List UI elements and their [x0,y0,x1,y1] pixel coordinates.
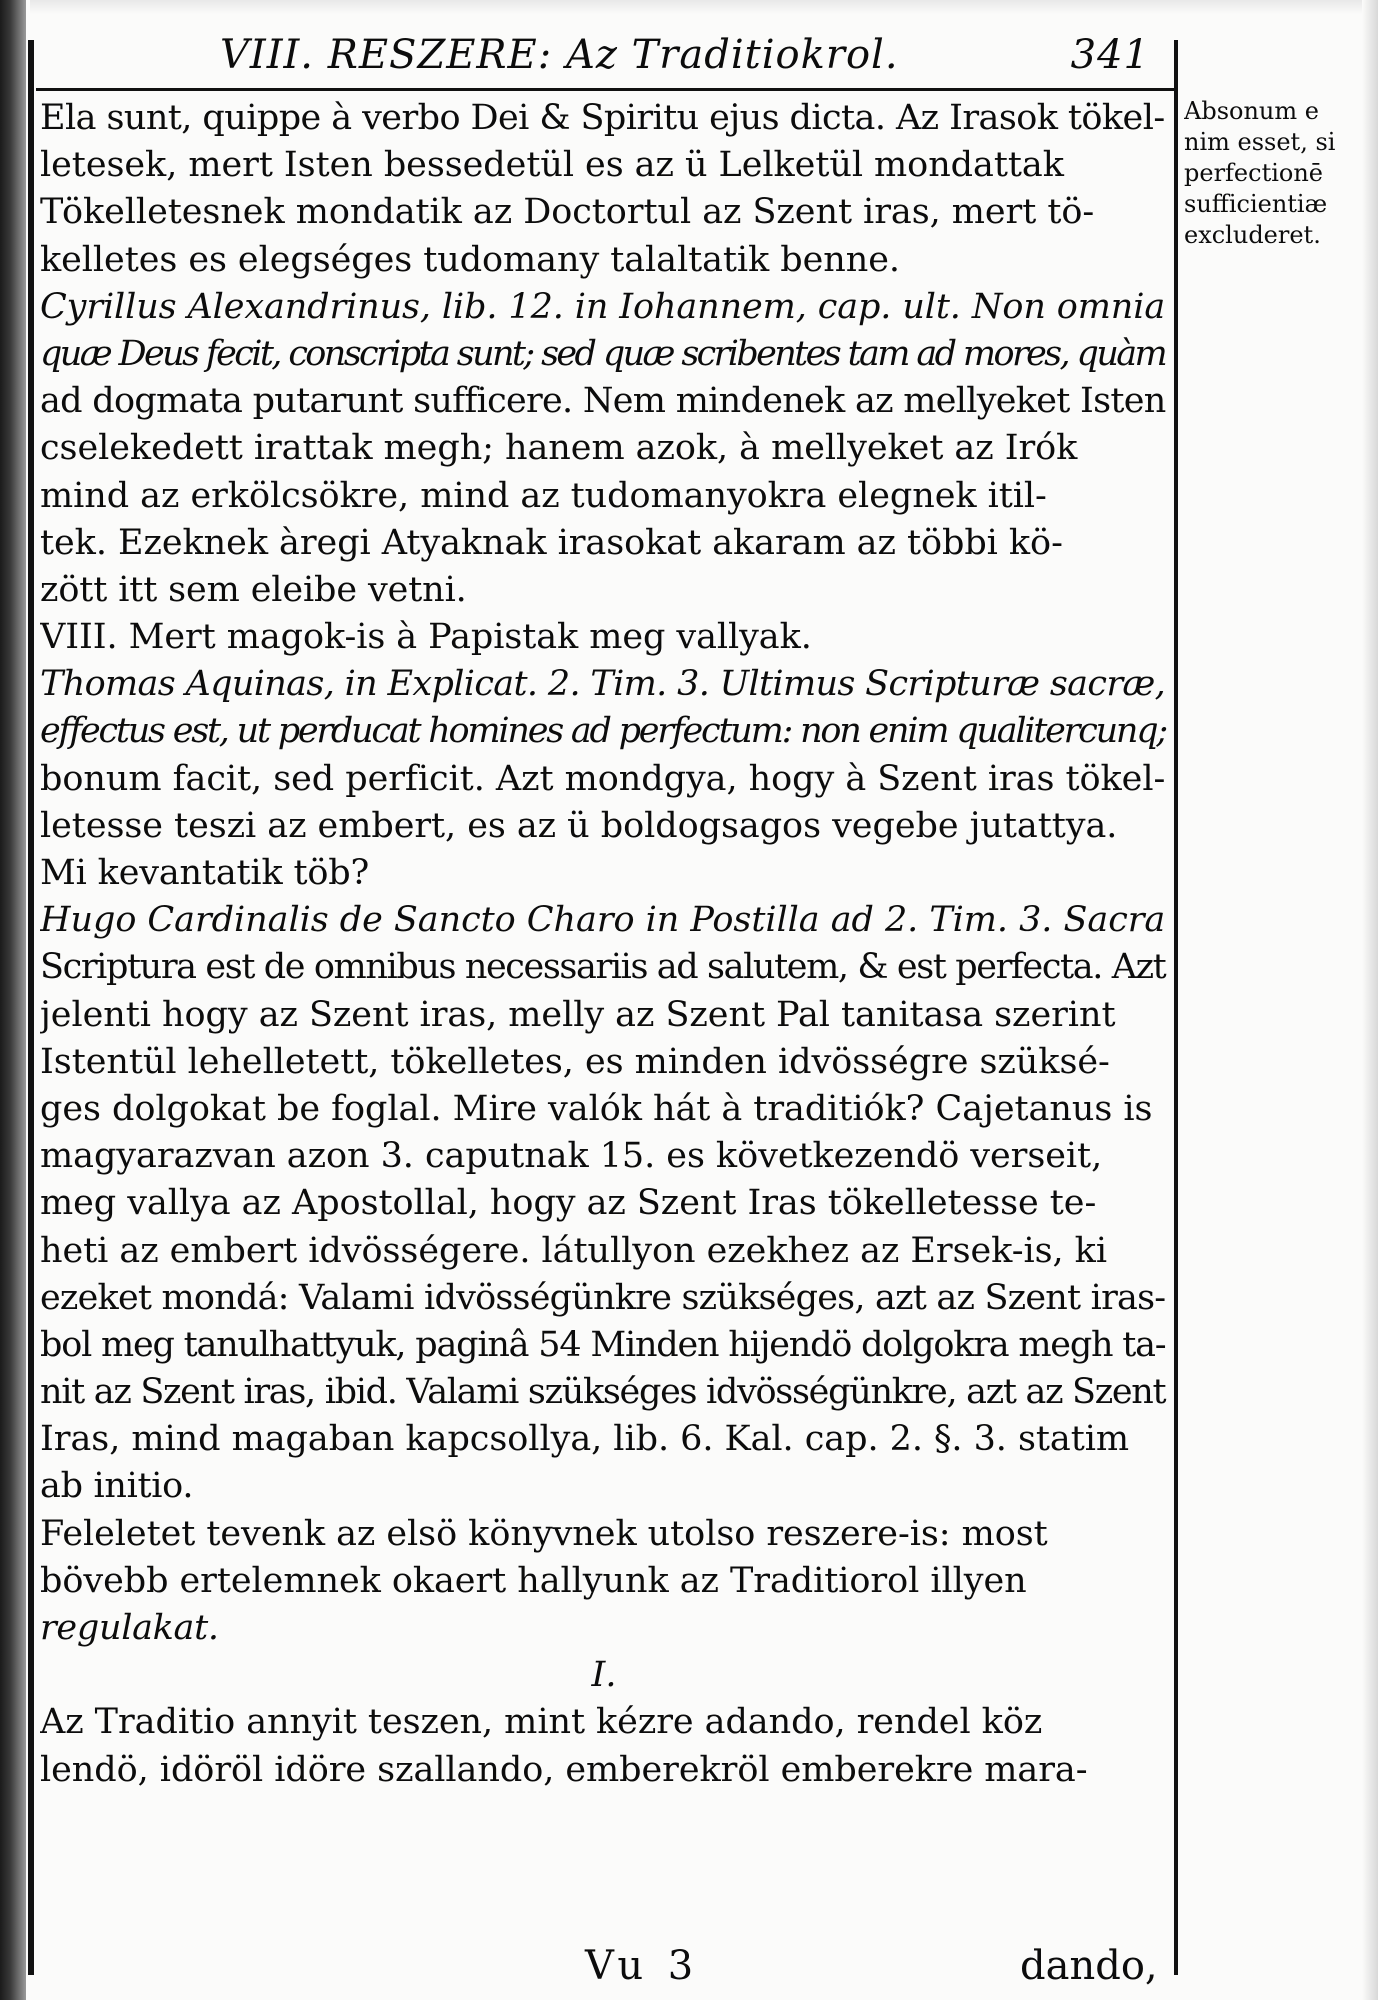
text-line: ezeket mondá: Valami idvösségünkre szükséges, azt az Szent iras- [40,1277,1166,1318]
margin-note [1184,96,1360,251]
text-line: ad dogmata putarunt sufficere. Nem mindenek az mellyeket Isten [40,381,1166,422]
page-top-edge [30,0,1378,14]
text-line: regulakat. [40,1608,219,1648]
text-line: Hugo Cardinalis de Sancto Charo in Postilla ad 2. Tim. 3. Sacra [40,900,1166,941]
text-line: Feleletet tevenk az elsö könyvnek utolso reszere-is: most [40,1513,1048,1554]
text-line: quæ Deus fecit, conscripta sunt; sed quæ scribentes tam ad mores, quàm [40,333,1166,374]
text-line: cselekedett irattak megh; hanem azok, à mellyeket az Irók [40,428,1078,469]
body-text [40,95,1168,1794]
margin-note-line: Absonum e [1184,97,1319,125]
text-line: mind az erkölcsökre, mind az tudomanyokra elegnek itil- [40,475,1047,516]
running-head [60,22,1170,88]
text-line: Thomas Aquinas, in Explicat. 2. Tim. 3. Ultimus Scripturæ sacræ, [40,664,1166,705]
text-line: effectus est, ut perducat homines ad perfectum: non enim qualitercunq; [40,711,1167,752]
margin-note-line: nim esset, si [1184,128,1336,156]
text-line: ges dolgokat be foglal. Mire valók hát à traditiók? Cajetanus is [40,1088,1153,1129]
page-number: 341 [1070,32,1150,78]
text-line: Ela sunt, quippe à verbo Dei & Spiritu ejus dicta. Az Irasok tökel- [40,98,1165,138]
text-line: letesek, mert Isten bessedetül es az ü Lelketül mondattak [40,145,1064,186]
text-line: Cyrillus Alexandrinus, lib. 12. in Iohannem, cap. ult. Non omnia [40,286,1166,327]
margin-note-line: excluderet. [1184,221,1321,249]
text-line: zött itt sem eleibe vetni. [40,569,467,610]
text-line: kelletes es elegséges tudomany talaltatik benne. [40,239,900,280]
text-line: Tökelletesnek mondatik az Doctortul az Szent iras, mert tö- [40,192,1095,233]
text-line: VIII. Mert magok-is à Papistak meg vallyak. [40,617,812,658]
signature-mark: Vu 3 [585,1943,700,1989]
left-frame-rule [28,40,34,1975]
text-line: bol meg tanulhattyuk, paginâ 54 Minden hijendö dolgokra megh ta- [40,1324,1166,1365]
text-line: ab initio. [40,1466,194,1507]
text-line: letesse teszi az embert, es az ü boldogsagos vegebe jutattya. [40,805,1118,846]
text-line: Scriptura est de omnibus necessariis ad salutem, & est perfecta. Azt [40,947,1166,988]
binding-shadow [0,0,26,2000]
catchword: dando, [1020,1943,1158,1989]
text-line: magyarazvan azon 3. caputnak 15. es következendö verseit, [40,1136,1103,1177]
text-line: heti az embert idvösségere. látullyon ezekhez az Ersek-is, ki [40,1230,1107,1271]
text-line: Istentül lehelletett, tökelletes, es minden idvösségre szüksé- [40,1041,1110,1082]
text-line: Iras, mind magaban kapcsollya, lib. 6. Kal. cap. 2. §. 3. statim [40,1419,1130,1460]
text-line: I. [591,1655,617,1696]
text-line: Az Traditio annyit teszen, mint kézre adando, rendel köz [40,1702,1043,1743]
margin-note-line: perfectionē [1184,159,1323,187]
running-head-rule [36,88,1178,91]
page-right-edge [1362,0,1378,2000]
text-line: tek. Ezeknek àregi Atyaknak irasokat akaram az többi kö- [40,522,1063,563]
text-line: lendö, idöröl idöre szallando, emberekröl emberekre mara- [40,1749,1088,1790]
text-line: meg vallya az Apostollal, hogy az Szent Iras tökelletesse te- [40,1183,1097,1224]
margin-note-line: sufficientiæ [1184,190,1328,218]
text-line: bonum facit, sed perficit. Azt mondgya, hogy à Szent iras tökel- [40,758,1166,799]
margin-frame-rule [1174,40,1178,1975]
text-line: nit az Szent iras, ibid. Valami szükséges idvösségünkre, azt az Szent [40,1372,1166,1413]
text-line: Mi kevantatik töb? [40,853,370,893]
running-head-title: VIII. RESZERE: Az Traditiokrol. [220,32,899,78]
text-line: bövebb ertelemnek okaert hallyunk az Traditiorol illyen [40,1560,1027,1601]
text-line: jelenti hogy az Szent iras, melly az Szent Pal tanitasa szerint [40,994,1116,1035]
